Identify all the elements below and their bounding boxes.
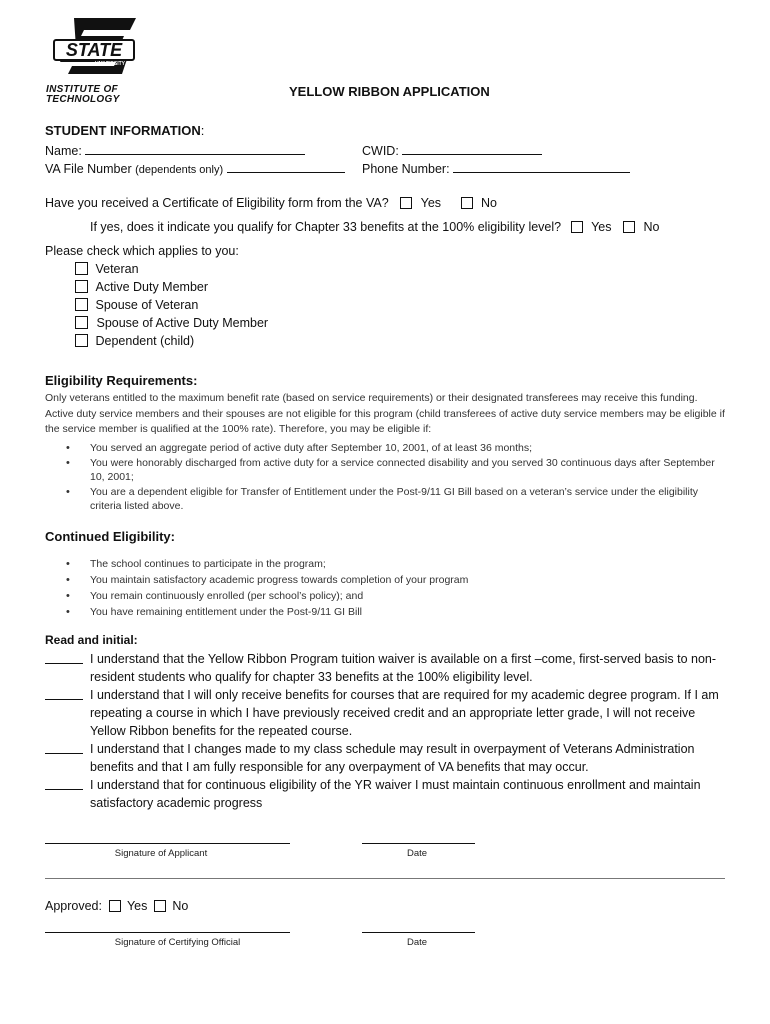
- ch33-yes-label: Yes: [591, 220, 612, 234]
- applicant-signature-line[interactable]: [45, 843, 290, 844]
- dependent-label: Dependent (child): [95, 334, 195, 348]
- cwid-row: [362, 142, 542, 158]
- logo-state-text: STATE: [65, 40, 123, 60]
- eligibility-intro-line: Only veterans entitled to the maximum benefit rate (based on service requirements) or their designated transferees may receive this funding.: [45, 392, 698, 404]
- spouse-veteran-checkbox[interactable]: [75, 298, 88, 311]
- list-item: • You served an aggregate period of active duty after September 10, 2001, of at least 36 months;: [66, 441, 716, 456]
- read-initial-heading: Read and initial:: [45, 633, 138, 647]
- va-file-note: (dependents only): [135, 164, 224, 176]
- osu-logo: [46, 14, 150, 105]
- approved-no-checkbox[interactable]: [154, 900, 166, 912]
- coe-no-checkbox[interactable]: [461, 197, 473, 209]
- eligibility-intro-line: Active duty service members and their spouses are not eligible for this program (child transferees of active duty service members may be eligible if: [45, 407, 725, 420]
- applies-prompt: Please check which applies to you:: [45, 244, 239, 258]
- eligibility-intro-line: the service member is qualified at the 100% rate). Therefore, you may be eligible if:: [45, 423, 432, 435]
- approved-no-label: No: [172, 899, 189, 913]
- applies-option: [75, 334, 194, 348]
- applicant-signature-caption: Signature of Applicant: [114, 848, 208, 859]
- continued-heading: Continued Eligibility:: [45, 529, 175, 544]
- list-item: • You maintain satisfactory academic progress towards completion of your program: [66, 572, 716, 588]
- coe-yes-checkbox[interactable]: [400, 197, 412, 209]
- approved-label: Approved:: [45, 899, 102, 913]
- initial-item: [45, 776, 725, 812]
- list-item: • You remain continuously enrolled (per school’s policy); and: [66, 588, 716, 604]
- page-title: YELLOW RIBBON APPLICATION: [289, 84, 490, 99]
- dependent-checkbox[interactable]: [75, 334, 88, 347]
- logo-technology-text: TECHNOLOGY: [46, 94, 120, 105]
- approved-yes-checkbox[interactable]: [109, 900, 121, 912]
- spouse-active-duty-label: Spouse of Active Duty Member: [96, 316, 269, 330]
- approved-row: [45, 899, 188, 913]
- ch33-no-label: No: [643, 220, 660, 234]
- student-info-heading: STUDENT INFORMATION:: [45, 123, 205, 138]
- eligibility-heading: Eligibility Requirements:: [45, 373, 198, 388]
- coe-yes-label: Yes: [420, 196, 442, 210]
- initial-field[interactable]: [45, 742, 83, 754]
- eligibility-bullets: [66, 441, 716, 514]
- ch33-question: If yes, does it indicate you qualify for Chapter 33 benefits at the 100% eligibility level?: [90, 220, 562, 234]
- coe-question: Have you received a Certificate of Eligibility form from the VA?: [45, 196, 389, 210]
- logo-oklahoma-text: OKLAHOMA: [91, 30, 121, 36]
- ch33-yes-checkbox[interactable]: [571, 221, 583, 233]
- logo-institute-text: INSTITUTE OF: [46, 84, 118, 95]
- initial-field[interactable]: [45, 652, 83, 664]
- phone-field[interactable]: [453, 160, 630, 173]
- continued-bullets: [66, 556, 716, 620]
- name-field[interactable]: [85, 142, 305, 155]
- initial-field[interactable]: [45, 688, 83, 700]
- va-file-label: VA File Number: [45, 162, 132, 176]
- initial-items: [45, 650, 725, 812]
- divider: [45, 878, 725, 879]
- eligibility-intro: [45, 391, 735, 438]
- ch33-question-row: [90, 220, 659, 234]
- cwid-field[interactable]: [402, 142, 542, 155]
- list-item: • You have remaining entitlement under the Post-9/11 GI Bill: [66, 604, 716, 620]
- phone-label: Phone Number:: [362, 162, 450, 176]
- initial-item-text: I understand that I changes made to my class schedule may result in overpayment of Veterans Administration benefits and that I am fully responsible for any overpayment of VA benefits that may occur.: [90, 742, 695, 774]
- list-item: • You were honorably discharged from active duty for a service connected disability and you served 30 continuous days after September 10, 2001;: [66, 456, 716, 485]
- applies-option: [75, 316, 268, 330]
- initial-item-text: I understand that I will only receive benefits for courses that are required for my academic degree program. If I am repeating a course in which I have previously received credit and an appropriate letter grade, I will not receive Yellow Ribbon benefits for the repeated course.: [90, 688, 719, 738]
- name-label: Name:: [45, 144, 82, 158]
- list-item: • You are a dependent eligible for Transfer of Entitlement under the Post-9/11 GI Bill based on a veteran’s service under the eligibility criteria listed above.: [66, 485, 716, 514]
- initial-item: [45, 650, 725, 686]
- official-signature-line[interactable]: [45, 932, 290, 933]
- osu-brand-mark-icon: [50, 14, 150, 80]
- active-duty-label: Active Duty Member: [95, 280, 209, 294]
- coe-question-row: [45, 196, 497, 210]
- name-row: [45, 142, 305, 158]
- initial-field[interactable]: [45, 778, 83, 790]
- applicant-date-caption: Date: [406, 848, 428, 859]
- approved-yes-label: Yes: [126, 899, 148, 913]
- official-date-caption: Date: [406, 937, 428, 948]
- spouse-veteran-label: Spouse of Veteran: [95, 298, 199, 312]
- initial-item: [45, 740, 725, 776]
- logo-university-text: UNIVERSITY: [94, 61, 126, 67]
- va-file-row: [45, 160, 345, 176]
- official-signature-caption: Signature of Certifying Official: [114, 937, 241, 948]
- list-item: • The school continues to participate in the program;: [66, 556, 716, 572]
- applies-option: [75, 298, 198, 312]
- initial-item: [45, 686, 725, 740]
- spouse-active-duty-checkbox[interactable]: [75, 316, 88, 329]
- active-duty-checkbox[interactable]: [75, 280, 88, 293]
- initial-item-text: I understand that the Yellow Ribbon Program tuition waiver is available on a first –come, first-served basis to non-resident students who qualify for chapter 33 benefits at the 100% eligibility level.: [90, 652, 717, 684]
- cwid-label: CWID:: [362, 144, 399, 158]
- applies-option: [75, 280, 208, 294]
- applicant-date-line[interactable]: [362, 843, 475, 844]
- phone-row: [362, 160, 630, 176]
- va-file-field[interactable]: [227, 160, 345, 173]
- initial-item-text: I understand that for continuous eligibility of the YR waiver I must maintain continuous enrollment and maintain satisfactory academic progress: [90, 778, 701, 810]
- applies-option: [75, 262, 139, 276]
- coe-no-label: No: [481, 196, 497, 210]
- official-date-line[interactable]: [362, 932, 475, 933]
- veteran-label: Veteran: [95, 262, 139, 276]
- ch33-no-checkbox[interactable]: [623, 221, 635, 233]
- veteran-checkbox[interactable]: [75, 262, 88, 275]
